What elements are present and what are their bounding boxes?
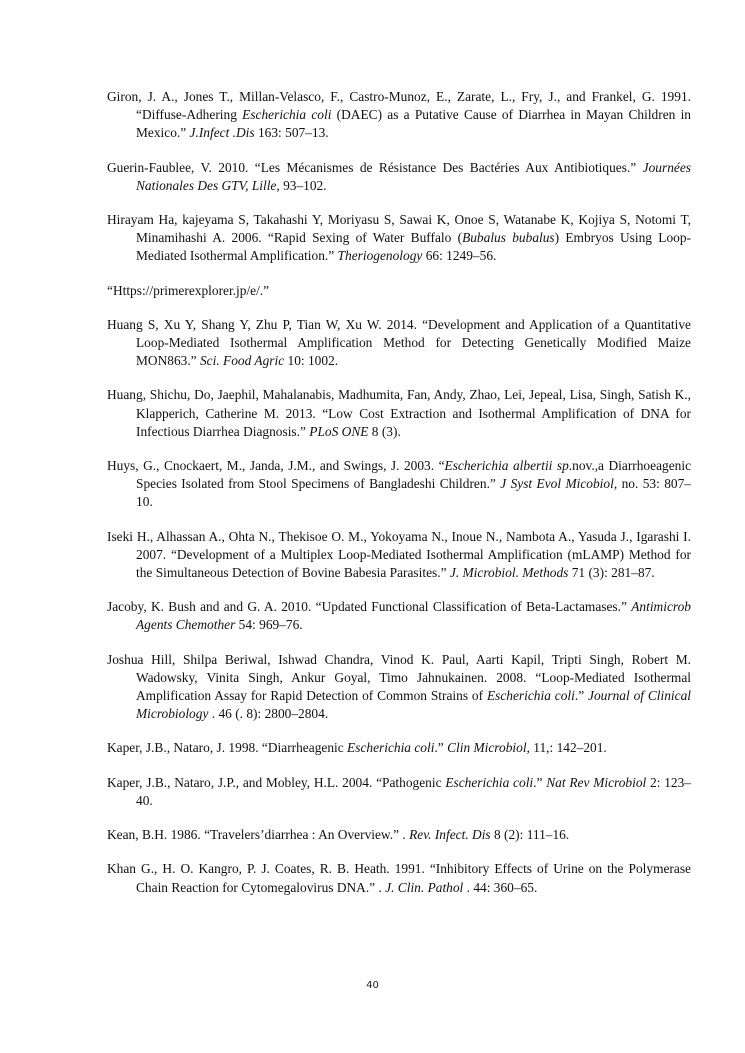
ref-italic: Escherichia coli <box>445 774 534 790</box>
reference-entry <box>107 159 691 195</box>
ref-text: (DAEC) as a Putative Cause of Diarrhea in Mayan Children in Mexico.” <box>136 107 691 141</box>
ref-journal: J Syst Evol Micobiol, <box>500 476 618 492</box>
ref-text: Iseki H., Alhassan A., Ohta N., Thekisoe O. M., Yokoyama N., Inoue N., Nambota A., Yasuda J., Igarashi I. 2007. “Development of a Multiplex Loop-Mediated Isothermal Amplification (mLAMP) Method for the Simultaneous Detection of Bovine Babesia Parasites.” <box>107 528 691 581</box>
ref-text: , 93–102. <box>276 177 327 193</box>
ref-text: Khan G., H. O. Kangro, P. J. Coates, R. B. Heath. 1991. “Inhibitory Effects of Urine on the Polymerase Chain Reaction for Cytomegalovirus DNA.” . <box>107 861 691 895</box>
reference-entry <box>107 386 691 441</box>
ref-text: Huang, Shichu, Do, Jaephil, Mahalanabis, Madhumita, Fan, Andy, Zhao, Lei, Jepeal, Lisa, Singh, Satish K., Klapperich, Catherine M. 2013. “Low Cost Extraction and Isothermal Amplification of DNA for Infectious Diarrhea Diagnosis.” <box>107 387 691 439</box>
ref-journal: Journées Nationales Des GTV, Lille <box>136 159 691 193</box>
ref-text: ) Embryos Using Loop-Mediated Isothermal Amplification.” <box>136 230 691 264</box>
ref-text: . 44: 360–65. <box>463 879 538 895</box>
ref-italic: Escherichia coli <box>486 688 575 704</box>
ref-journal: J.Infect .Dis <box>189 125 255 141</box>
ref-journal: Antimicrob Agents Chemother <box>136 599 691 633</box>
ref-italic: Bubalus bubalus <box>462 230 555 246</box>
ref-text: 8 (2): 111–16. <box>490 827 570 843</box>
ref-text: Kean, B.H. 1986. “Travelers’diarrhea : An Overview.” . <box>107 827 410 843</box>
ref-text: 54: 969–76. <box>235 617 303 633</box>
ref-text: . 46 (. 8): 2800–2804. <box>208 706 329 722</box>
reference-entry <box>107 457 691 512</box>
ref-text: 66: 1249–56. <box>422 248 497 264</box>
ref-text: Joshua Hill, Shilpa Beriwal, Ishwad Chandra, Vinod K. Paul, Aarti Kapil, Tripti Singh, Robert M. Wadowsky, Vinita Singh, Ankur Goyal, Timo Jahnukainen. 2008. “Loop-Mediated Isothermal Amplification Assay for Rapid Detection of Common Strains of <box>107 651 691 704</box>
reference-entry <box>107 88 691 143</box>
ref-italic: Escherichia coli <box>347 740 435 756</box>
ref-text: .” <box>533 774 547 790</box>
reference-entry <box>107 598 691 634</box>
reference-entry <box>107 860 691 896</box>
reference-entry <box>107 651 691 724</box>
ref-journal: Journal of Clinical Microbiology <box>136 688 692 722</box>
reference-entry <box>107 826 691 844</box>
ref-text: “Https://primerexplorer.jp/e/.” <box>107 282 270 298</box>
ref-text: 71 (3): 281–87. <box>568 565 655 581</box>
reference-entry <box>107 211 691 266</box>
ref-text: Giron, J. A., Jones T., Millan-Velasco, F., Castro-Munoz, E., Zarate, L., Fry, J., and Frankel, G. 1991. “Diffuse-Adhering <box>107 89 691 123</box>
ref-text: Huang S, Xu Y, Shang Y, Zhu P, Tian W, Xu W. 2014. “Development and Application of a Quantitative Loop-Mediated Isothermal Amplification Method for Detecting Genetically Modified Maize MON863.” <box>107 316 691 369</box>
ref-journal: Theriogenology <box>337 248 423 264</box>
ref-text: 10: 1002. <box>284 353 339 369</box>
ref-text: .” <box>574 688 589 704</box>
ref-text: Guerin-Faublee, V. 2010. “Les Mécanismes de Résistance Des Bactéries Aux Antibiotiques.” <box>107 159 643 175</box>
ref-text: 2: 123–40. <box>136 774 692 808</box>
page-number: 40 <box>366 980 379 991</box>
ref-text: .” <box>434 740 448 756</box>
ref-text: 8 (3). <box>368 423 401 439</box>
reference-entry <box>107 528 691 583</box>
ref-text: no. 53: 807–10. <box>136 476 691 510</box>
ref-journal: PLoS ONE <box>309 423 369 439</box>
ref-text: Huys, G., Cnockaert, M., Janda, J.M., and Swings, J. 2003. “ <box>107 458 445 474</box>
reference-entry <box>107 282 691 300</box>
ref-journal: Rev. Infect. Dis <box>409 827 491 843</box>
ref-journal: J. Microbiol. Methods <box>449 565 569 581</box>
ref-journal: Sci. Food Agric <box>199 353 285 369</box>
reference-entry <box>107 774 691 810</box>
ref-journal: Nat Rev Microbiol <box>546 774 647 790</box>
ref-italic: Escherichia coli <box>242 107 332 123</box>
ref-text: Kaper, J.B., Nataro, J.P., and Mobley, H.L. 2004. “Pathogenic <box>107 774 446 790</box>
ref-text: Jacoby, K. Bush and and G. A. 2010. “Updated Functional Classification of Beta-Lactamases.” <box>107 599 632 615</box>
ref-journal: Clin Microbiol, <box>447 740 530 756</box>
reference-list <box>107 88 691 913</box>
ref-journal: J. Clin. Pathol <box>385 879 464 895</box>
reference-entry <box>107 316 691 371</box>
ref-text: Hirayam Ha, kajeyama S, Takahashi Y, Moriyasu S, Sawai K, Onoe S, Watanabe K, Kojiya S, Notomi T, Minamihashi A. 2006. “Rapid Sexing of Water Buffalo ( <box>107 212 691 246</box>
ref-text: 163: 507–13. <box>254 125 329 141</box>
ref-text: .nov.,a Diarrhoeagenic Species Isolated from Stool Specimens of Bangladeshi Children.” <box>136 458 692 492</box>
ref-italic: Escherichia albertii sp <box>444 458 569 474</box>
ref-text: 11,: 142–201. <box>529 740 607 756</box>
reference-entry <box>107 739 691 757</box>
ref-text: Kaper, J.B., Nataro, J. 1998. “Diarrheagenic <box>107 740 348 756</box>
